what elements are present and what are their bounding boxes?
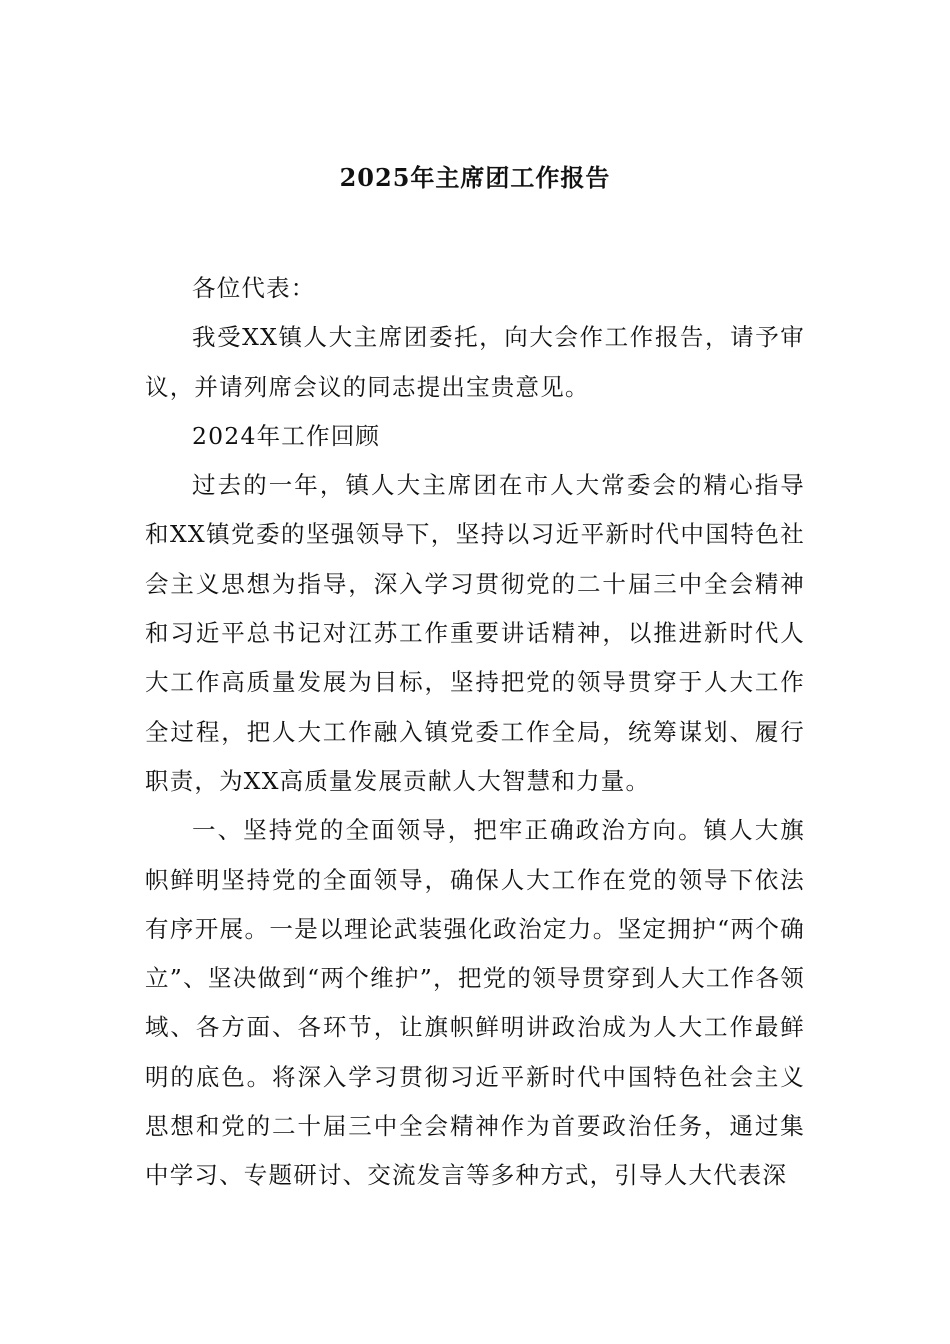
document-title: 2025年主席团工作报告 [339, 163, 611, 192]
paragraph-intro: 我受XX镇人大主席团委托，向大会作工作报告，请予审议，并请列席会议的同志提出宝贵意见。 [145, 323, 805, 401]
paragraph-summary: 过去的一年，镇人大主席团在市人大常委会的精心指导和XX镇党委的坚强领导下，坚持以习近平新时代中国特色社会主义思想为指导，深入学习贯彻党的二十届三中全会精神和习近平总书记对江苏工作重要讲话精神，以推进新时代人大工作高质量发展为目标，坚持把党的领导贯穿于人大工作全过程，把人大工作融入镇党委工作全局，统筹谋划、履行职责，为XX高质量发展贡献人大智慧和力量。 [145, 471, 805, 795]
paragraph-leadership: 一、坚持党的全面领导，把牢正确政治方向。镇人大旗帜鲜明坚持党的全面领导，确保人大工作在党的领导下依法有序开展。一是以理论武装强化政治定力。坚定拥护“两个确立”、坚决做到“两个维护”，把党的领导贯穿到人大工作各领域、各方面、各环节，让旗帜鲜明讲政治成为人大工作最鲜明的底色。将深入学习贯彻习近平新时代中国特色社会主义思想和党的二十届三中全会精神作为首要政治任务，通过集中学习、专题研讨、交流发言等多种方式，引导人大代表深 [145, 816, 805, 1190]
section-heading-review: 2024年工作回顾 [192, 421, 381, 450]
document-body [145, 264, 805, 1201]
salutation: 各位代表： [192, 274, 316, 302]
